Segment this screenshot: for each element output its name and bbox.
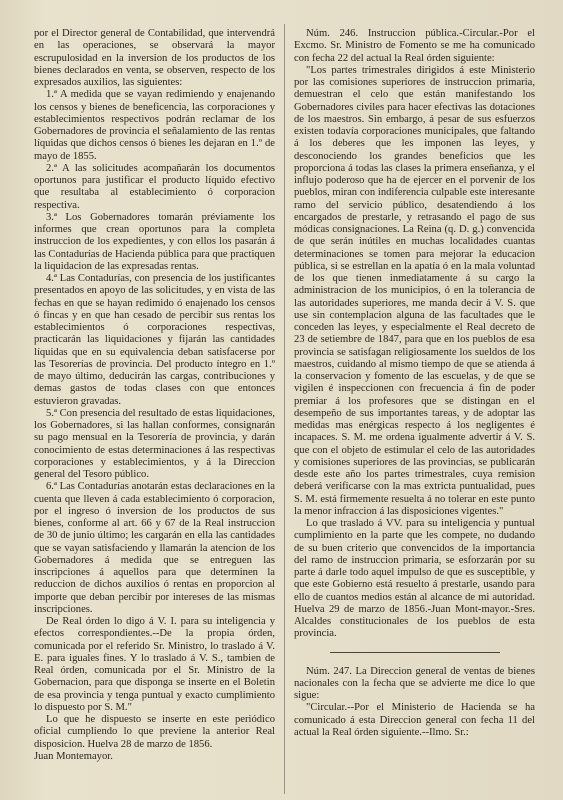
paragraph: Lo que he dispuesto se inserte en este periódico oficial cumpliendo lo que previene la anterior Real disposicion. Huelva 28 de marzo de 1856. [34,714,275,750]
right-column [294,28,535,739]
paragraph: Lo que traslado á VV. para su inteligencia y puntual cumplimiento en la parte que les compete, no dudando de su buen criterio que convencidos de la importancia del ramo de instruccion primaria, se esforzarán por su parte á darle todo aquel impulso de que es susceptible, y que este Gobierno está resuelto á prestarle, usando para ello de cuantos medios están al alcance de mi autoridad. Huelva 29 de marzo de 1856.-Juan Mont-mayor.-Sres. Alcaldes constitucionales de los pueblos de esta provincia. [294,518,535,640]
column-divider [284,24,285,794]
paragraph: De Real órden lo digo á V. I. para su inteligencia y efectos correspondientes.--De la propia órden, comunicada por el referido Sr. Ministro, lo traslado á V. E. para iguales fines. Y lo traslado á V. S., tambien de Real órden, comunicada por el Sr. Ministro de la Gobernacion, para que disponga se inserte en el Boletin de esa provincia y tenga puntual y exacto cumplimiento lo dispuesto por S. M." [34,616,275,713]
article-5: 5.ª Con presencia del resultado de estas liquidaciones, los Gobernadores, si las hallan conformes, consignarán su pago mensual en la Tesorería de provincia, y darán conocimiento de estas determinaciones á las respectivas corporaciones y establecimientos, y á la Direccion general del Tesoro público. [34,407,275,480]
article-3: 3.ª Los Gobernadores tomarán préviamente los informes que crean oportunos para la completa instruccion de los expedientes, y con ellos los pasarán á las Contadurías de Hacienda pública para que practiquen la liquidacion de las expresadas rentas. [34,211,275,272]
left-column [34,28,275,763]
article-4: 4.ª Las Contadurías, con presencia de los justificantes presentados en apoyo de las solicitudes, y en vista de las fechas en que se hayan redimido ó enajenado los censos ó fincas y en que han cesado de percibir sus rentas los establecimientos ó corporaciones respectivas, practicarán las liquidaciones y fijarán las cantidades líquidas que en su equivalencia deban satisfacerse por las Tesorerías de provincia. Del producto íntegro en 1.º de mayo último, deducirán las cargas, contribuciones y demas gastos de todas clases con que entonces estuvieron gravadas. [34,273,275,407]
notice-246-heading: Núm. 246. Instruccion pública.-Circular.-Por el Excmo. Sr. Ministro de Fomento se me ha comunicado con fecha 22 del actual la Real órden siguiente: [294,28,535,64]
notice-247-heading: Núm. 247. La Direccion general de ventas de bienes nacionales con la fecha que se advierte me dice lo que sigue: [294,665,535,701]
article-6: 6.ª Las Contadurías anotarán estas declaraciones en la cuenta que lleven á cada establecimiento ó corporacion, por el ingreso ó inversion de los productos de sus bienes, conforme al art. 66 y 67 de la Real instruccion de 30 de junio último; les cargarán en ella las cantidades que se vayan satisfaciendo y llamarán la atencion de los Gobernadores á medida que se entreguen las inscripciones á aquellos para que determinen la reduccion de dichos auxilios ó rentas en proporcion al importe que deban percibir por intereses de las mismas inscripciones. [34,481,275,615]
royal-order-text: "Los partes trimestrales dirigidos á este Ministerio por las comisiones superiores de instruccion primaria, demuestran el celo que están manifestando los Gobernadores civiles para hacer efectivas las dotaciones de los maestros. Sin embargo, á pesar de sus esfuerzos existen todavía corporaciones municipales, que faltando á los deberes que les imponen las leyes, y desconociendo los grandes beneficios que les proporciona á todas las clases la primera enseñanza, y el influjo poderoso que ha de ejercer en el porvenir de los pueblos, miran con indiferencia culpable este interesante ramo del servicio público, desatendiendo á los encargados de prestarle, y retrasando el pago de sus módicas consignaciones. La Reina (q. D. g.) convencida de que serán inútiles en muchas localidades cuantas determinaciones se tomen para mejorar la educacion pública, si se estrellan en la apatía ó en la mala voluntad de los que tienen inmediatamente á su cargo la administracion de los municipios, ó en la tolerancia de las autoridades superiores, me manda decir á V. S. que use sin contemplacion alguna de las facultades que le conceden las leyes, y especialmente el Real decreto de 23 de setiembre de 1847, para que en los pueblos de esa provincia se satisfagan religiosamente los sueldos de los maestros, cuidando al mismo tiempo de que se atienda á la conservacion y fomento de las escuelas, y de que se vigilen é inspeccionen con frecuencia á fin de poder premiar á los profesores que se distingan en el desempeño de sus importantes tareas, y de adoptar las medidas mas enérgicas respecto á los negligentes é incapaces. S. M. me ordena igualmente advertir á V. S. que con el objeto de estimular el celo de las autoridades y comisiones superiores de las provincias, se publicarán desde este año los partes trimestrales, cuya remision deberá verificarse con la mas extricta puntualidad, pues S. M. está firmemente resuelta á no tolerar en este punto la menor infraccion á las disposiciones vigentes." [294,64,535,517]
section-divider [330,652,500,653]
article-2: 2.ª A las solicitudes acompañarán los documentos oportunos para justificar el producto líquido efectivo que resultaba al establecimiento ó corporacion respectiva. [34,162,275,211]
signature: Juan Montemayor. [34,750,113,762]
article-1: 1.ª A medida que se vayan redimiendo y enajenando los censos y bienes de beneficencia, las corporaciones y establecimientos respectivos podrán reclamar de los Gobernadores de provincia el señalamiento de las rentas líquidas que dichos censos ó bienes les dejaran en 1.º de mayo de 1855. [34,89,275,162]
paragraph: "Circular.--Por el Ministerio de Hacienda se ha comunicado á esta Direccion general con fecha 11 del actual la Real órden siguiente.--Ilmo. Sr.: [294,702,535,738]
paragraph: por el Director general de Contabilidad, que intervendrá en las operaciones, se observará la mayor escrupulosidad en la inversion de los productos de los bienes declarados en venta, se observen, respecto de los expresados auxilios, las siguientes: [34,28,275,88]
